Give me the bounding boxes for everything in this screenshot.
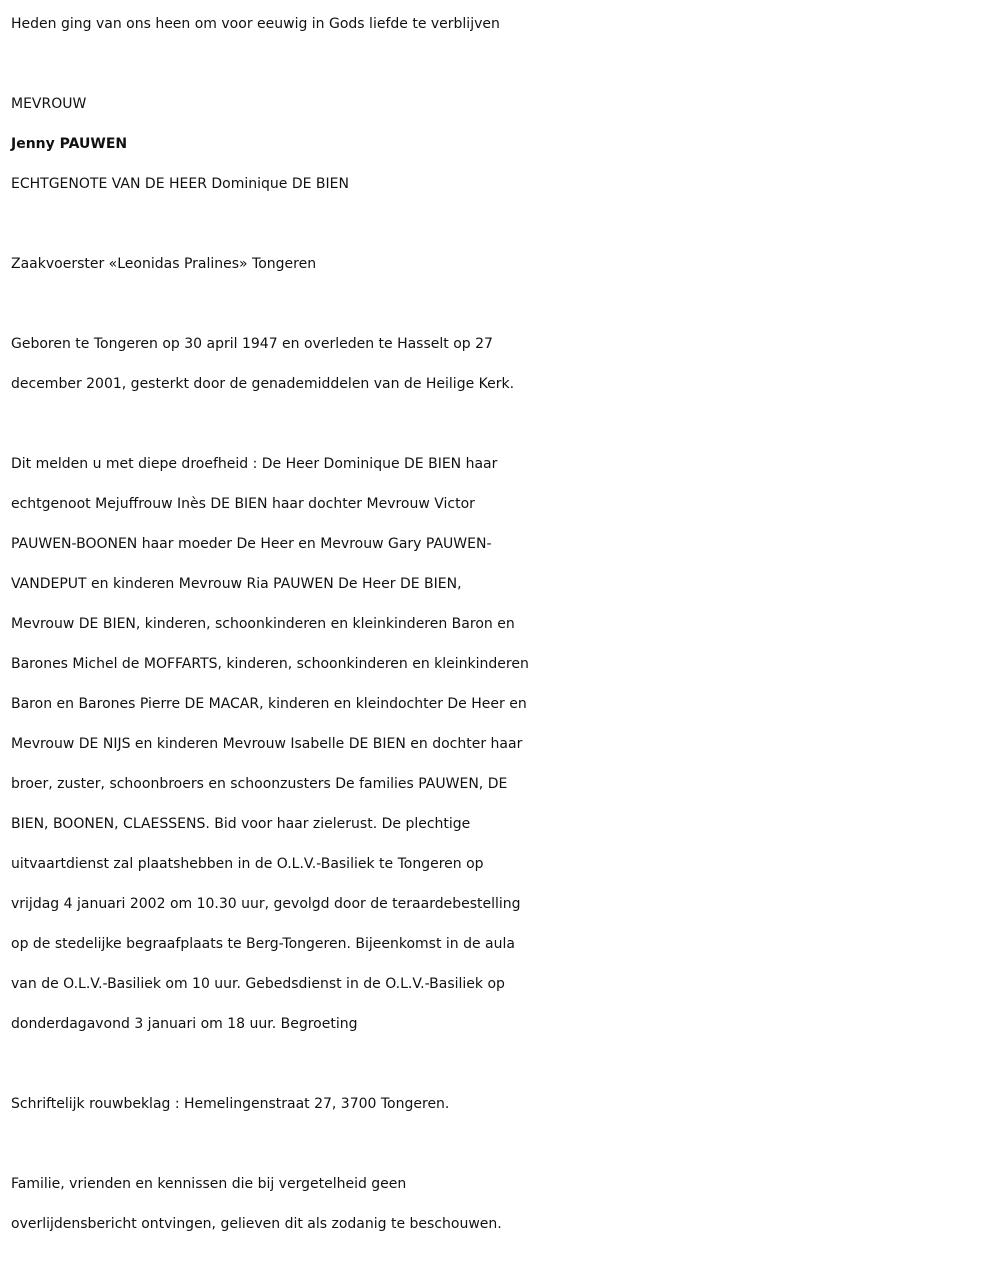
intro-line: Heden ging van ons heen om voor eeuwig in Gods liefde te verblijven (11, 16, 500, 32)
announcement-line: donderdagavond 3 januari om 18 uur. Begroeting (11, 1016, 358, 1032)
announcement-line: van de O.L.V.-Basiliek om 10 uur. Gebedsdienst in de O.L.V.-Basiliek op (11, 976, 505, 992)
born-died-line: Geboren te Tongeren op 30 april 1947 en overleden te Hasselt op 27 (11, 336, 493, 352)
closing-line: Familie, vrienden en kennissen die bij vergetelheid geen (11, 1176, 407, 1192)
announcement-line: VANDEPUT en kinderen Mevrouw Ria PAUWEN De Heer DE BIEN, (11, 576, 462, 592)
spacer (11, 284, 1000, 324)
announcement-line: vrijdag 4 januari 2002 om 10.30 uur, gevolgd door de teraardebestelling (11, 896, 521, 912)
condolences-line: Schriftelijk rouwbeklag : Hemelingenstraat 27, 3700 Tongeren. (11, 1096, 450, 1112)
announcement-line: uitvaartdienst zal plaatshebben in de O.L.V.-Basiliek te Tongeren op (11, 856, 484, 872)
born-died-line: december 2001, gesterkt door de genademiddelen van de Heilige Kerk. (11, 376, 515, 392)
spacer (11, 1044, 1000, 1084)
announcement-line: BIEN, BOONEN, CLAESSENS. Bid voor haar zielerust. De plechtige (11, 816, 471, 832)
announcement-line: op de stedelijke begraafplaats te Berg-Tongeren. Bijeenkomst in de aula (11, 936, 515, 952)
spacer (11, 44, 1000, 84)
announcement-line: PAUWEN-BOONEN haar moeder De Heer en Mevrouw Gary PAUWEN- (11, 536, 492, 552)
announcement-line: Dit melden u met diepe droefheid : De Heer Dominique DE BIEN haar (11, 456, 498, 472)
spacer (11, 204, 1000, 244)
announcement-line: Mevrouw DE BIEN, kinderen, schoonkinderen en kleinkinderen Baron en (11, 616, 515, 632)
spouse-line: ECHTGENOTE VAN DE HEER Dominique DE BIEN (11, 176, 349, 192)
closing-line: overlijdensbericht ontvingen, gelieven dit als zodanig te beschouwen. (11, 1216, 502, 1232)
honorific: MEVROUW (11, 96, 87, 112)
announcement-line: Mevrouw DE NIJS en kinderen Mevrouw Isabelle DE BIEN en dochter haar (11, 736, 523, 752)
announcement-line: Barones Michel de MOFFARTS, kinderen, schoonkinderen en kleinkinderen (11, 656, 529, 672)
deceased-name: Jenny PAUWEN (11, 136, 128, 152)
occupation-line: Zaakvoerster «Leonidas Pralines» Tongeren (11, 256, 317, 272)
announcement-line: Baron en Barones Pierre DE MACAR, kinderen en kleindochter De Heer en (11, 696, 527, 712)
spacer (11, 404, 1000, 444)
spacer (11, 1124, 1000, 1164)
announcement-line: broer, zuster, schoonbroers en schoonzusters De families PAUWEN, DE (11, 776, 508, 792)
announcement-line: echtgenoot Mejuffrouw Inès DE BIEN haar dochter Mevrouw Victor (11, 496, 475, 512)
